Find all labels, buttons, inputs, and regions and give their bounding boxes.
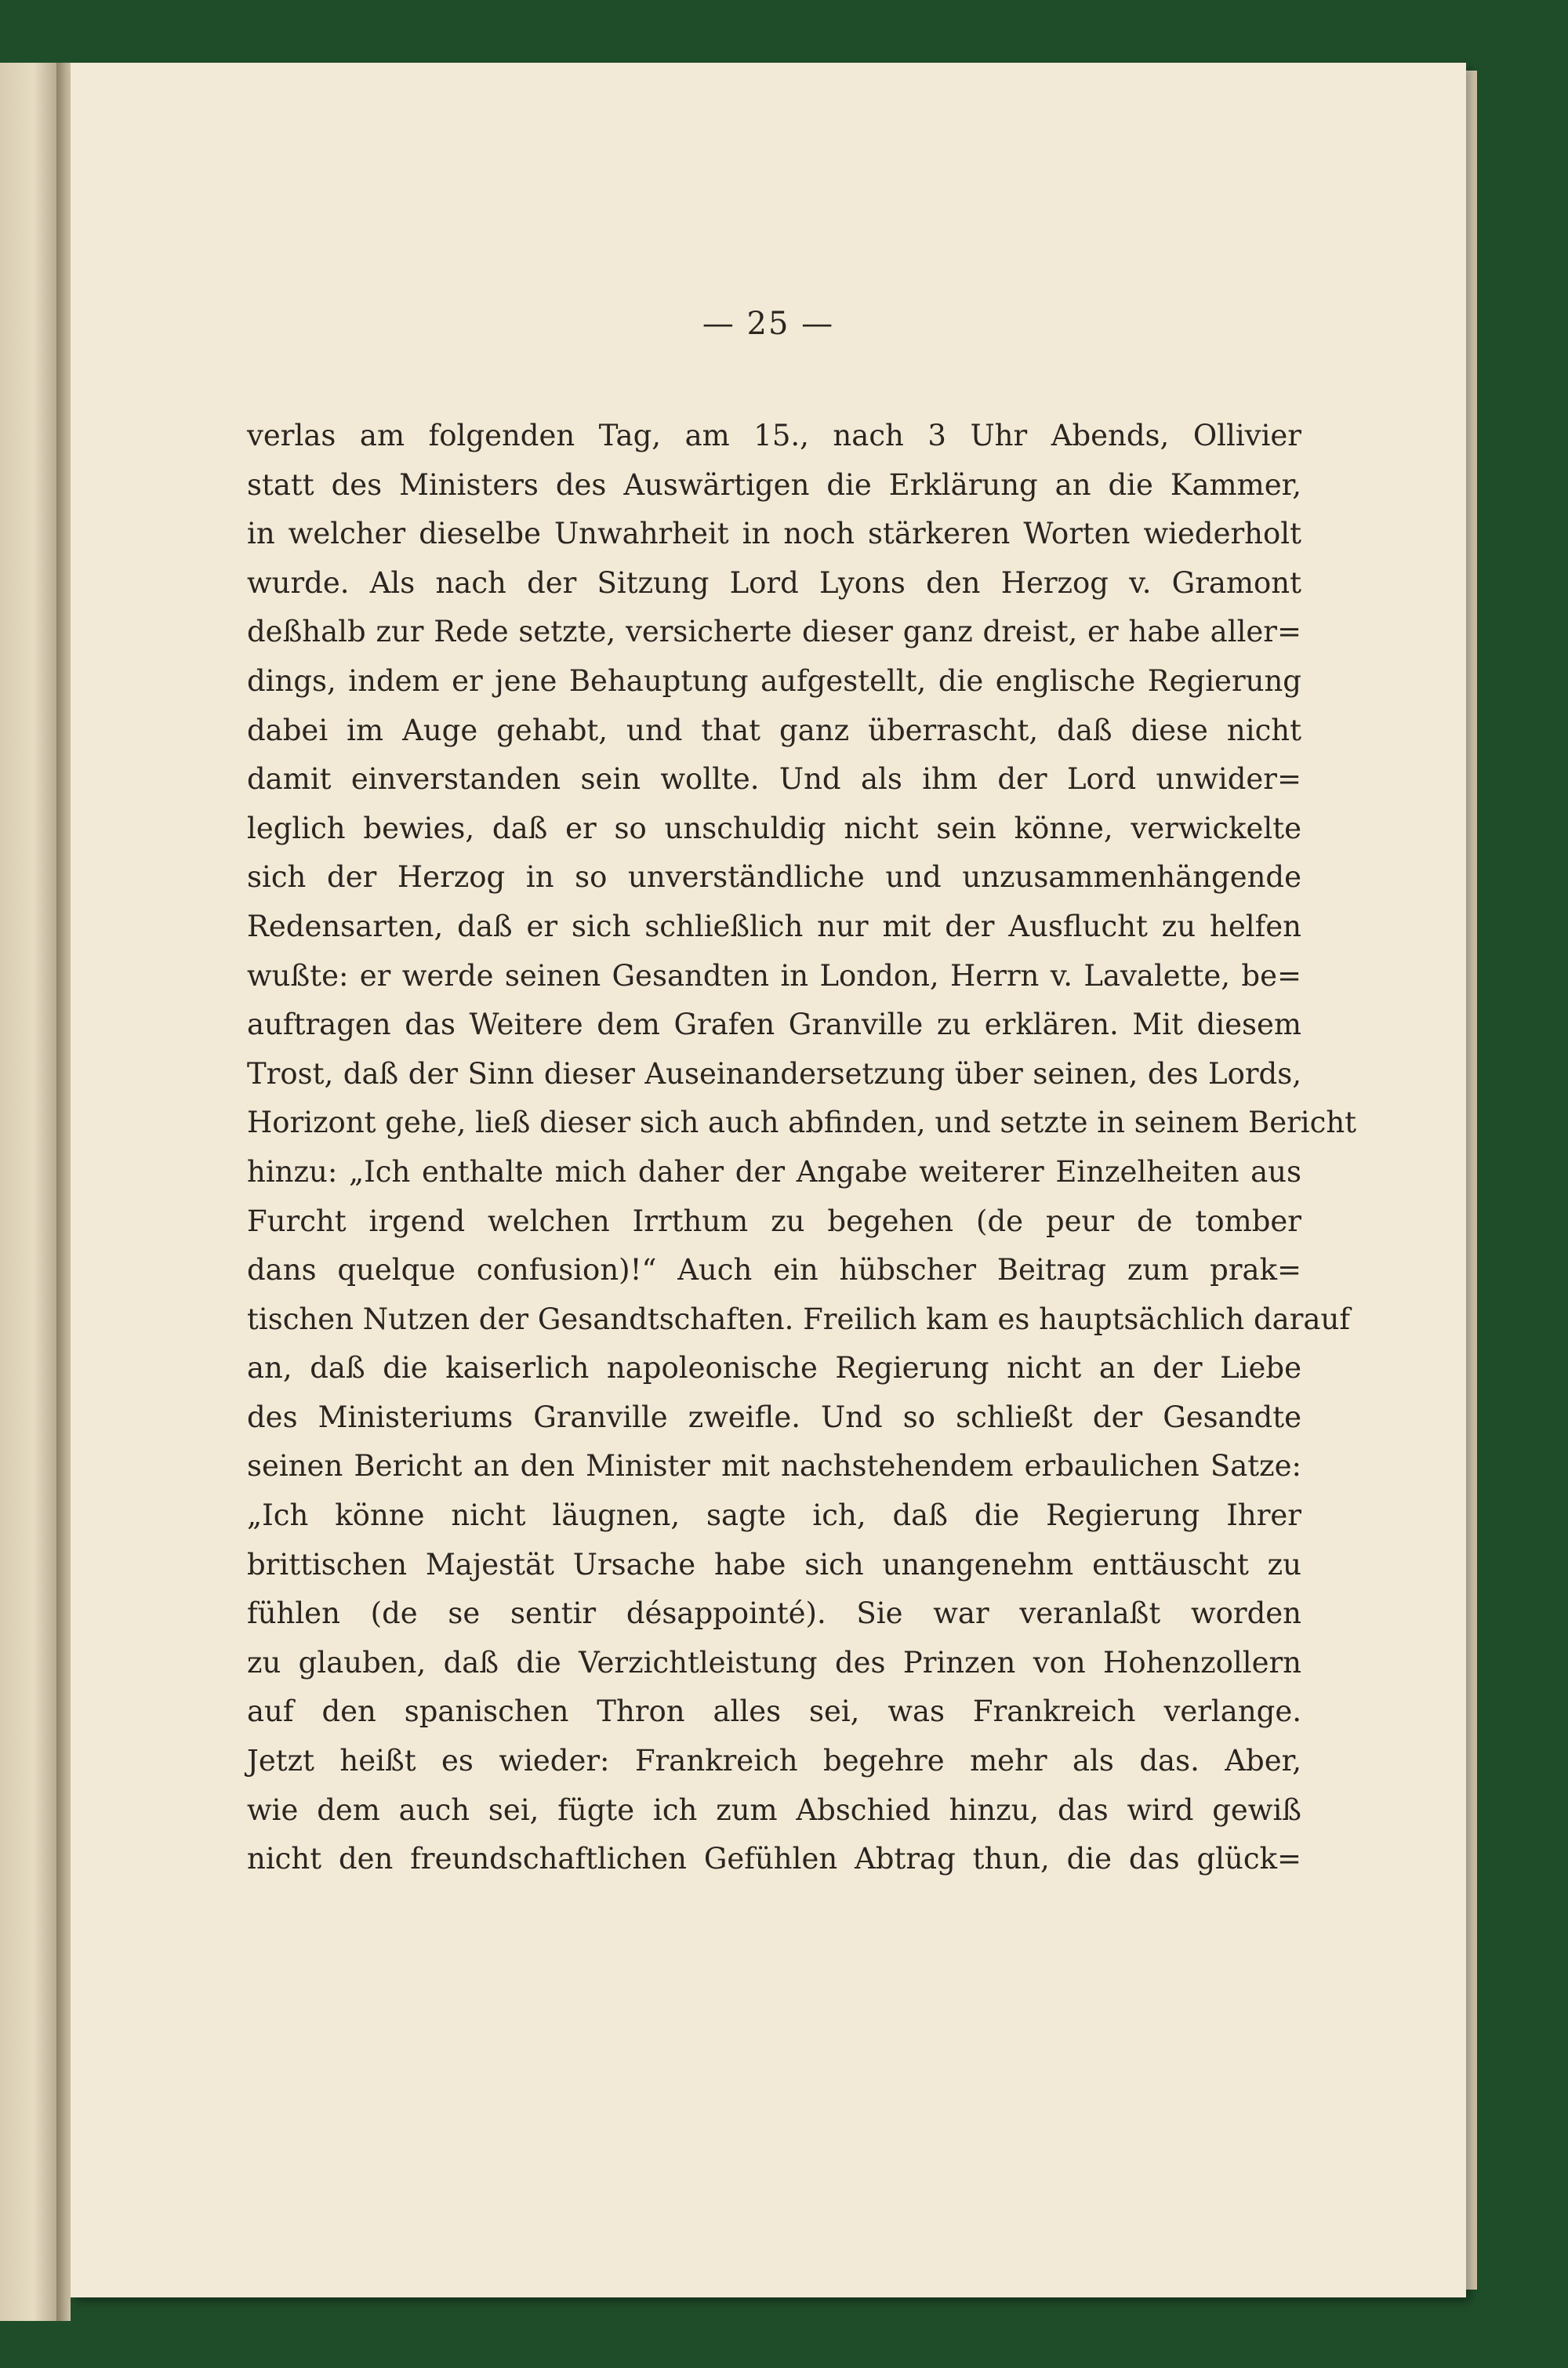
text-line: Trost, daß der Sinn dieser Auseinandersetzung über seinen, des Lords, bbox=[247, 1056, 1301, 1091]
text-line: Redensarten, daß er sich schließlich nur mit der Ausflucht zu helfen bbox=[247, 909, 1301, 943]
text-line: wie dem auch sei, fügte ich zum Abschied hinzu, das wird gewiß bbox=[247, 1792, 1301, 1827]
text-line: dabei im Auge gehabt, und that ganz überrascht, daß diese nicht bbox=[247, 713, 1301, 747]
text-line: seinen Bericht an den Minister mit nachstehendem erbaulichen Satze: bbox=[247, 1449, 1301, 1484]
book-gutter bbox=[56, 63, 71, 2321]
text-line: dings, indem er jene Behauptung aufgestellt, die englische Regierung bbox=[247, 663, 1301, 698]
text-line: in welcher dieselbe Unwahrheit in noch stärkeren Worten wiederholt bbox=[247, 517, 1301, 551]
text-line: damit einverstanden sein wollte. Und als ihm der Lord unwider= bbox=[247, 762, 1301, 797]
book-page bbox=[71, 63, 1466, 2297]
text-line: fühlen (de se sentir désappointé). Sie war veranlaßt worden bbox=[247, 1596, 1301, 1631]
body-text bbox=[247, 412, 1357, 1884]
text-line: deßhalb zur Rede setzte, versicherte dieser ganz dreist, er habe aller= bbox=[247, 615, 1301, 649]
text-line: an, daß die kaiserlich napoleonische Regierung nicht an der Liebe bbox=[247, 1351, 1301, 1386]
text-line: wußte: er werde seinen Gesandten in London, Herrn v. Lavalette, be= bbox=[247, 958, 1301, 993]
page-stack-edge bbox=[1466, 71, 1477, 2290]
text-line: nicht den freundschaftlichen Gefühlen Abtrag thun, die das glück= bbox=[247, 1842, 1301, 1876]
text-line: verlas am folgenden Tag, am 15., nach 3 Uhr Abends, Ollivier bbox=[247, 419, 1301, 452]
text-line: auftragen das Weitere dem Grafen Granville zu erklären. Mit diesem bbox=[247, 1008, 1301, 1042]
text-line: leglich bewies, daß er so unschuldig nicht sein könne, verwickelte bbox=[247, 811, 1301, 845]
text-line: des Ministeriums Granville zweifle. Und so schließt der Gesandte bbox=[247, 1400, 1301, 1434]
left-page-edge bbox=[0, 63, 56, 2321]
text-line: brittischen Majestät Ursache habe sich unangenehm enttäuscht zu bbox=[247, 1547, 1301, 1582]
text-line: dans quelque confusion)!“ Auch ein hübscher Beitrag zum prak= bbox=[247, 1253, 1301, 1288]
text-line: „Ich könne nicht läugnen, sagte ich, daß die Regierung Ihrer bbox=[247, 1498, 1301, 1533]
text-line: Jetzt heißt es wieder: Frankreich begehre mehr als das. Aber, bbox=[247, 1744, 1301, 1778]
text-line: sich der Herzog in so unverständliche und unzusammenhängende bbox=[247, 860, 1301, 895]
text-line: hinzu: „Ich enthalte mich daher der Angabe weiterer Einzelheiten aus bbox=[247, 1154, 1301, 1189]
text-line: wurde. Als nach der Sitzung Lord Lyons den Herzog v. Gramont bbox=[247, 565, 1301, 600]
text-line: auf den spanischen Thron alles sei, was Frankreich verlange. bbox=[247, 1694, 1301, 1729]
text-line: Furcht irgend welchen Irrthum zu begehen (de peur de tomber bbox=[247, 1204, 1301, 1238]
text-line: zu glauben, daß die Verzichtleistung des Prinzen von Hohenzollern bbox=[247, 1645, 1301, 1680]
text-line: Horizont gehe, ließ dieser sich auch abfinden, und setzte in seinem Bericht bbox=[247, 1106, 1357, 1140]
text-line: tischen Nutzen der Gesandtschaften. Freilich kam es hauptsächlich darauf bbox=[247, 1302, 1351, 1336]
text-line: statt des Ministers des Auswärtigen die Erklärung an die Kammer, bbox=[247, 467, 1301, 502]
page-number: — 25 — bbox=[702, 306, 835, 342]
